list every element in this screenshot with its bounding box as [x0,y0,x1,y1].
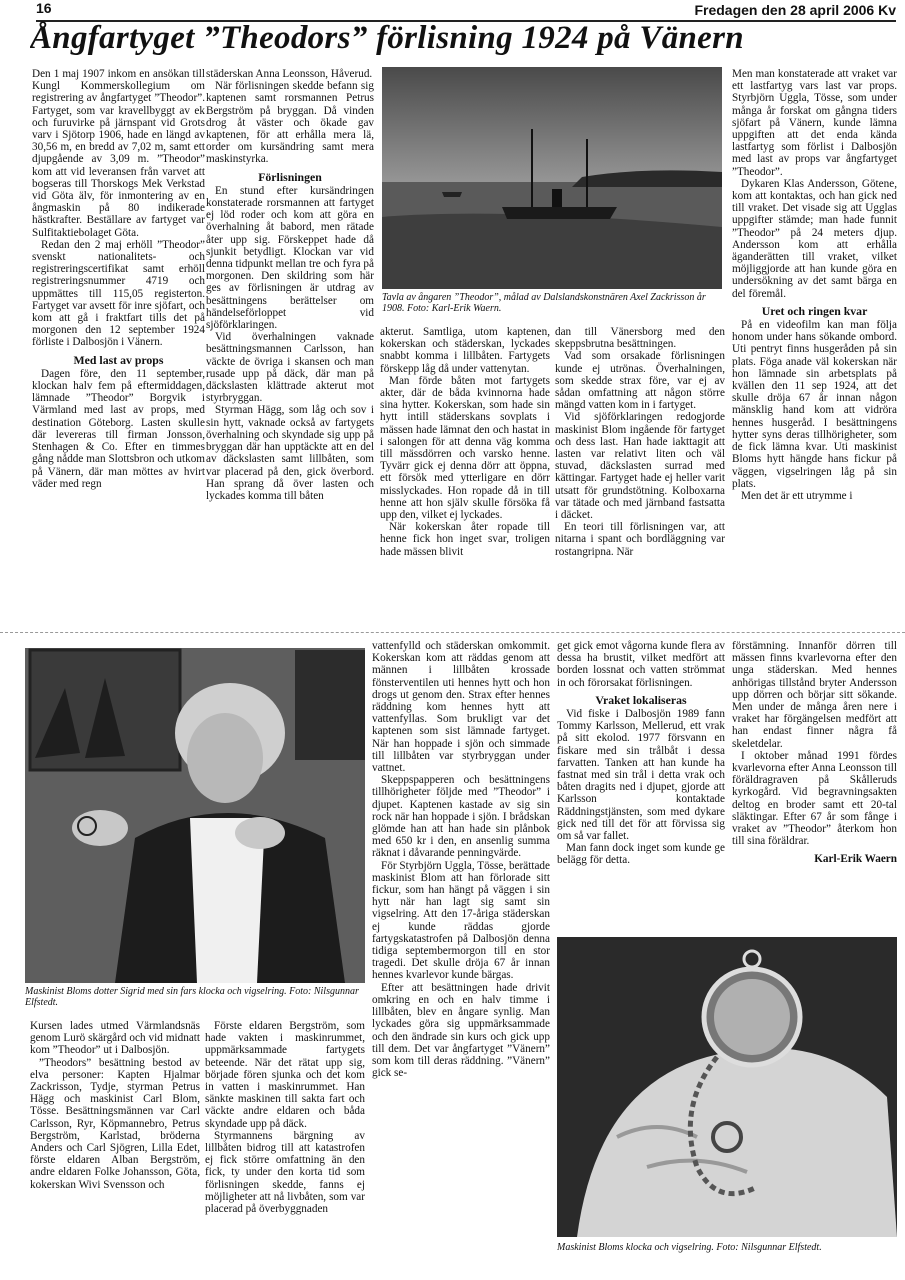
paragraph: Dykaren Klas Andersson, Götene, kom att kontaktas, och han gick ned till vraket. Det visade sig att Ugglas uppgifter stämde; man hade funnit ”Theodor” på 24 meters djup. Andersson kom att erhålla äganderätten till vraket, vilket möjliggjorde att han kunde göra en undersökning av det samt bärga en del föremål. [732,177,897,300]
article-column-2 [206,68,374,634]
paragraph: I oktober månad 1991 fördes kvarlevorna efter Anna Leonsson till föräldragraven på Skålleruds kyrkogård. Vid begravningsakten deltog en broder samt ett 20-tal släktingar. Efter 67 år som fånge i vraket av ”Theodor” återkom hon till sina föräldrar. [732,749,897,848]
paragraph: Men man konstaterade att vraket var ett lastfartyg vars last var props. Styrbjörn Uggla, Tösse, som under många år forskat om gångna tiders sjöfart på Vänern, kunde lämna uppgiften att det enda kända lastfartyg som förlist i Dalbosjön med last av props var ångfartyget ”Theodor”. [732,68,897,178]
page-number: 16 [36,0,52,16]
headline: Ångfartyget ”Theodors” förlisning 1924 på Vänern [30,20,744,56]
paragraph: Skeppspapperen och besättningens tillhörigheter följde med ”Theodor” i djupet. Kaptenen kastade av sig sin rock när han hoppade i sjön. I brådskan glömde han att han hade sin plånbok med 650 kr i den, en ansenlig summa räknat i dåvarande penningvärde. [372,774,550,860]
paragraph: Vid fiske i Dalbosjön 1989 fann Tommy Karlsson, Mellerud, ett vrak på sitt ekolod. 1977 försvann en fiskare med sin trålbåt i dessa farvatten. Tanken att han kunde ha fastnat med sin trål i detta vrak och båten dragits ned i djupet, gjorde att Karlsson kontaktade Räddningstjänsten, som med dykare gick ned till det för att förvissa sig om så var fallet. [557,708,725,843]
paragraph: Vid sjöförklaringen redogjorde maskinist Blom ingående för fartyget och dess last. Han hade iakttagit att lasten var relativt liten och väl stuvad, däckslasten surrad med kättingar. Fartyget hade ej heller varit utsatt för grundstötning. Kolboxarna var tätade och med järnband fastsatta i däcket. [555,411,725,522]
page-header [36,0,896,22]
paragraph: Förste eldaren Bergström, som hade vakten i maskinrummet, uppmärksammade fartygets beteende. När det rätat upp sig, började fören sjunka och det kom in vatten i maskinrummet. Han sänkte maskinen till sakta fart och väckte andre eldaren och båda skyndade upp på däck. [205,1020,365,1130]
paragraph: get gick emot vågorna kunde flera av dessa ha brustit, vilket medfört att borden lossnat och vatten strömmat in och förorsakat förlisningen. [557,640,725,689]
watch-ring-photo [557,937,897,1237]
paragraph: Efter att besättningen hade drivit omkring en och en halv timme i lillbåten, blev en ångare synlig. Man lyckades göra sig uppmärksammade och den ändrade sin kurs och gick upp till dem. Det var ångfartyget ”Vänern” som kom till deras räddning. ”Vänern” gick se- [372,981,550,1080]
sigrid-caption: Maskinist Bloms dotter Sigrid med sin fars klocka och vigselring. Foto: Nilsgunnar Elfstedt. [25,986,359,1008]
dateline: Fredagen den 28 april 2006 Kv [694,2,896,18]
article-column-6 [30,1020,200,1270]
paragraph: Styrman Hägg, som låg och sov i sin hytt, vaknade också av fartygets överhalning och skyndade sig upp på bryggan där han upptäckte att en del av däckslasten samt lillbåten, som var placerad på den, gick överbord. Han sprang då över lasten och lyckades komma till båten [206,404,374,502]
sigrid-photo [25,648,365,983]
paragraph: När förlisningen skedde befann sig kaptenen samt rorsmannen Petrus Bergström på bryggan. Då vinden drog åt väster och ökade gav kaptenen, för att erhålla mera lä, order om kursändring samt mera maskinstyrka. [206,80,374,166]
ship-painting-image [382,67,722,289]
paragraph: För Styrbjörn Uggla, Tösse, berättade maskinist Blom att han förlorade sitt fickur, som han hängt på väggen i sin hytt när han lagt sig samt sin vigselring. Att den 17-åriga städerskan ej kunde räddas gjorde fartygskatastrofen på Dalbosjön denna tidiga septembermorgon till en stor tragedi. Det skulle dröja 67 år innan hennes kvarlevor kunde bärgas. [372,859,550,982]
paragraph: Men det är ett utrymme i [741,489,853,502]
paragraph: När kokerskan åter ropade till henne fick hon inget svar, troligen hade mässen blivit [380,521,550,558]
subheading: Vraket lokaliseras [595,692,687,707]
article-column-7 [205,1020,365,1270]
paragraph: Man förde båten mot fartygets akter, där de båda kvinnorna hade sina hytter. Kokerskan, som hade sin hytt intill städerskans sovplats i mässen hade lämnat den och hastat in i salongen för att denna väg komma till mässdörren och varsko henne. Tyvärr gick ej denna dörr att öppna, ett försök med ytterligare en dörr misslyckades. Hon ropade då in till henne att hon själv skulle försöka få upp den, vilket ej lyckades. [380,374,550,522]
subheading: Uret och ringen kvar [761,303,868,318]
paragraph: Vad som orsakade förlisningen kunde ej utrönas. Överhalningen, som skedde strax före, var ej av sådan omfattning att någon större mängd vatten kom in i fartyget. [555,350,725,412]
article-column-1 [32,68,205,634]
paragraph: vattenfylld och städerskan omkommit. Kokerskan kom att räddas genom att männen i lillbåten krossade fönsterventilen uti hennes hytt och hon drogs ut genom den. Strax efter hennes räddning kom hennes hytt att vattenfyllas. Som brukligt var det kaptenen som sist lämnade fartyget. När han hoppade i sjön och simmade till lillbåten var styrbryggan under vattnet. [372,640,550,775]
watch-ring-caption: Maskinist Bloms klocka och vigselring. Foto: Nilsgunnar Elfstedt. [557,1242,822,1253]
article-column-8 [372,640,550,1270]
paragraph: förstämning. Innanför dörren till mässen finns kvarlevorna efter den unga städerskan. Med hennes anhörigas tillstånd bryter Andersson upp dörren och börjar sitt sökande. Men under de många åren nere i vraket har förgängelsen medfört att han endast finner några få skeletdelar. [732,640,897,750]
paragraph: dan till Vänersborg med den skeppsbrutna besättningen. [555,326,725,351]
paragraph: akterut. Samtliga, utom kaptenen, kokerskan och städerskan, lyckades snabbt komma i lillbåten. Fartygets förskepp låg då under vattenytan. [380,326,550,375]
watch-ring-image [557,937,897,1237]
paragraph: Man fann dock inget som kunde ge belägg för detta. [557,842,725,867]
paragraph: Styrmannens bärgning av lillbåten bidrog till att katastrofen ej fick större omfattning än den fick, ty under den korta tid som förlisningen skedde, fanns ej möjligheter att nå livbåten, som var placerad på överbyggnaden [205,1129,365,1216]
paragraph: En stund efter kursändringen konstaterade rorsmannen att fartyget ej löd roder och kom att göra en överhalning åt babord, men rätade åter upp sig. Förskeppet hade då sjunkit betydligt. Klockan var vid denna tidpunkt mellan tre och fyra på morgonen. Den skildring som här ges av förlisningen är utdrag av besättningens berättelser om händelseförloppet vid sjöförklaringen. [206,184,374,332]
paragraph: Redan den 2 maj erhöll ”Theodor” svenskt nationalitets- och registreringscertifikat samt erhöll registreringsnummer 4719 och uppmättes till 115,05 registerton. Fartyget var avsett för inre sjöfart, och kom att gå i fraktfart tills det på morgonen den 12 september 1924 förliste i Dalbosjön i Vänern. [32,238,205,349]
author-signature: Karl-Erik Waern [814,853,897,866]
paragraph: På en videofilm kan man följa honom under hans sökande ombord. Uti pentryt finns husgeråden på sin plats. Föga anade väl kokerskan när hon lämnade sin arbetsplats på kvällen den 11 sep 1924, att det skulle dröja 67 år innan någon mänsklig hand kom att vidröra hennes husgeråd. I besättningens hytter syns deras tillhörigheter, som de fick lämna kvar. Uti maskinist Bloms hytt hängde hans fickur på väggen, vigselringen låg på sin plats. [732,319,897,490]
article-column-3 [380,326,550,634]
paragraph: En teori till förlisningen var, att nitarna i spant och bordläggning var rostangripna. När [555,521,725,558]
subheading: Förlisningen [258,169,322,184]
article-column-4 [555,326,725,634]
paragraph: städerskan Anna Leonsson, Håverud. [206,68,373,80]
paragraph: Den 1 maj 1907 inkom en ansökan till Kungl Kommerskollegium om registrering av ångfartyget ”Theodor”. Fartyget, som var kravellbyggt av ek och furuvirke på järnspant vid Grots varv i Sjötorp 1906, hade en längd av 30,56 m, en bredd av 7,02 m, samt ett djupgående av 3,09 m. ”Theodor” kom att vid leveransen från varvet att bogseras till Thorskogs Mek Verkstad vid Göta älv, för inmontering av en ångmaskin på 80 indikerade hästkrafter. Beställare av fartyget var Sulfitaktiebolaget Göta. [32,68,205,239]
subheading: Med last av props [73,352,164,367]
sigrid-image [25,648,365,983]
ship-painting-photo [382,67,722,289]
article-column-9 [557,640,725,930]
paragraph: Vid överhalningen vaknade besättningsmannen Carlsson, han väckte de övriga i skansen och man rusade upp på däck, där man på däckslasten klättrade akterut mot styrbryggan. [206,331,374,405]
paragraph: ”Theodors” besättning bestod av elva personer: Kapten Hjalmar Zackrisson, Tydje, styrman Petrus Hägg och maskinist Carl Blom, Tösse. Besättningsmännen var Carl Carlsson, Ryr, Köpmannebro, Petrus Bergström, Karlstad, bröderna Anders och Carl Sjögren, Lilla Edet, förste eldaren Alban Bergström, andre eldaren Folke Johansson, Göta, kokerskan Wivi Svensson och [30,1056,200,1191]
paragraph: Kursen lades utmed Värmlandsnäs genom Lurö skärgård och vid midnatt kom ”Theodor” ut i Dalbosjön. [30,1020,200,1057]
article-column-10 [732,640,897,930]
paragraph: Dagen före, den 11 september, klockan halv fem på eftermiddagen, lämnade ”Theodor” Borgvik i Värmland med last av props, med destination Göteborg. Lasten skulle där levereras till firman Jonsson, Stenhagen & Co. Efter en timmes gång nådde man Slottsbron och utkom på Vänern, där man möttes av hvirt väder med regn [32,367,205,490]
article-column-5 [732,68,897,634]
ship-painting-caption: Tavla av ångaren ”Theodor”, målad av Dalslandskonstnären Axel Zackrisson år 1908. Foto: Karl-Erik Waern. [382,292,706,314]
fold-line [0,632,905,634]
